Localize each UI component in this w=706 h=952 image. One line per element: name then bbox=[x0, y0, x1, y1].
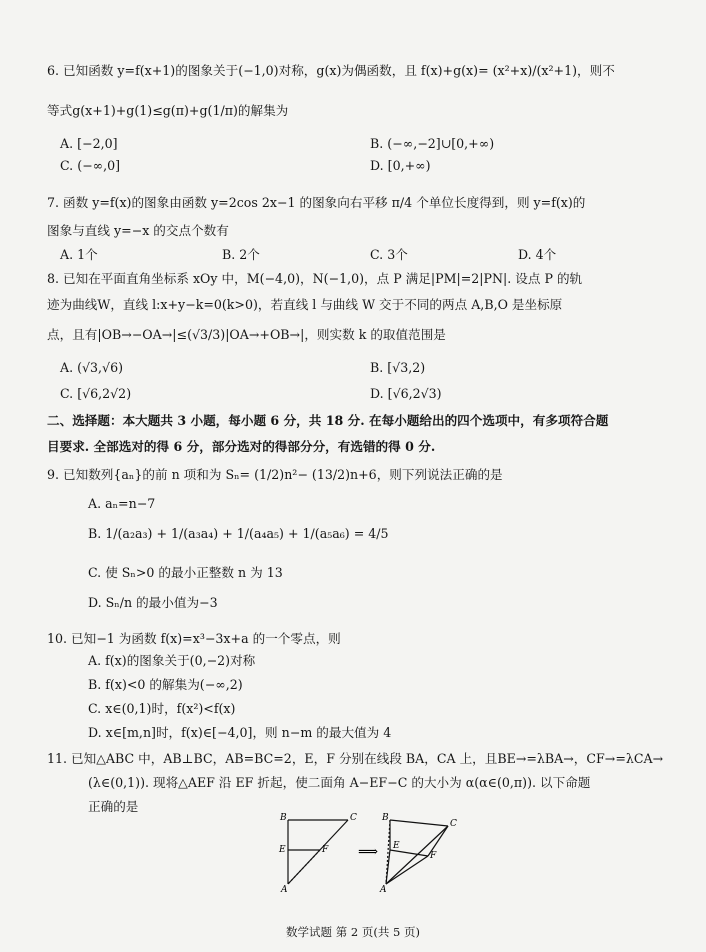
q10-option-d: D. x∈[m,n]时，f(x)∈[−4,0]，则 n−m 的最大值为 4 bbox=[88, 725, 392, 740]
fig-left-label-e: E bbox=[279, 845, 286, 855]
fig-left-label-f: F bbox=[322, 845, 329, 855]
section2-header-line1: 二、选择题：本大题共 3 小题，每小题 6 分，共 18 分. 在每小题给出的四个选项中，有多项符合题 bbox=[47, 413, 609, 428]
triangle-abc-folded bbox=[386, 820, 448, 884]
q9-option-c: C. 使 Sₙ>0 的最小正整数 n 为 13 bbox=[88, 565, 283, 580]
section2-header-line2: 目要求. 全部选对的得 6 分，部分选对的得部分分，有选错的得 0 分. bbox=[47, 439, 436, 454]
q9-stem: 9. 已知数列{aₙ}的前 n 项和为 Sₙ= (1/2)n²− (13/2)n+6，则下列说法正确的是 bbox=[47, 467, 503, 482]
q6-option-d: D. [0,+∞) bbox=[370, 158, 431, 173]
q10-option-b: B. f(x)<0 的解集为(−∞,2) bbox=[88, 677, 243, 692]
q7-option-a: A. 1个 bbox=[60, 247, 98, 262]
q7-stem-line1: 7. 函数 y=f(x)的图象由函数 y=2cos 2x−1 的图象向右平移 π/4 个单位长度得到，则 y=f(x)的 bbox=[47, 195, 586, 210]
q9-option-a: A. aₙ=n−7 bbox=[88, 496, 156, 511]
q6-option-b: B. (−∞,−2]∪[0,+∞) bbox=[370, 136, 495, 151]
q6-option-c: C. (−∞,0] bbox=[60, 158, 121, 173]
q7-stem-line2: 图象与直线 y=−x 的交点个数有 bbox=[47, 223, 229, 238]
triangle-abc-flat bbox=[288, 820, 348, 884]
q6-option-a: A. [−2,0] bbox=[60, 136, 118, 151]
q7-option-c: C. 3个 bbox=[370, 247, 408, 262]
q11-stem-line3: 正确的是 bbox=[88, 799, 139, 814]
q10-option-a: A. f(x)的图象关于(0,−2)对称 bbox=[88, 653, 256, 668]
fig-right-label-f: F bbox=[430, 851, 437, 861]
q10-stem: 10. 已知−1 为函数 f(x)=x³−3x+a 的一个零点，则 bbox=[47, 631, 341, 646]
q6-stem-line2: 等式g(x+1)+g(1)≤g(π)+g(1/π)的解集为 bbox=[47, 103, 289, 118]
q10-option-c: C. x∈(0,1)时，f(x²)<f(x) bbox=[88, 701, 236, 716]
q9-option-d: D. Sₙ/n 的最小值为−3 bbox=[88, 595, 218, 610]
q9-option-b: B. 1/(a₂a₃) + 1/(a₃a₄) + 1/(a₄a₅) + 1/(a₅a₆) = 4/5 bbox=[88, 526, 389, 541]
q8-option-d: D. [√6,2√3) bbox=[370, 386, 442, 401]
page-footer: 数学试题 第 2 页(共 5 页) bbox=[286, 925, 420, 939]
fig-right-label-a: A bbox=[380, 885, 387, 892]
q8-option-c: C. [√6,2√2) bbox=[60, 386, 132, 401]
q7-option-d: D. 4个 bbox=[518, 247, 557, 262]
fig-left-label-c: C bbox=[350, 813, 357, 823]
fig-right-label-c: C bbox=[450, 819, 457, 829]
q7-option-b: B. 2个 bbox=[222, 247, 260, 262]
q8-stem-line3: 点，且有|OB→−OA→|≤(√3/3)|OA→+OB→|，则实数 k 的取值范围是 bbox=[47, 327, 446, 342]
fig-left-label-a: A bbox=[281, 885, 288, 892]
q6-stem-line1: 6. 已知函数 y=f(x+1)的图象关于(−1,0)对称，g(x)为偶函数，且 f(x)+g(x)= (x²+x)/(x²+1)，则不 bbox=[47, 63, 615, 78]
q11-figure bbox=[278, 812, 478, 892]
fig-arrow: ⟹ bbox=[358, 844, 379, 860]
q8-option-a: A. (√3,√6) bbox=[60, 360, 124, 375]
q8-stem-line1: 8. 已知在平面直角坐标系 xOy 中，M(−4,0)，N(−1,0)，点 P 满足|PM|=2|PN|. 设点 P 的轨 bbox=[47, 271, 583, 286]
fig-right-label-b: B bbox=[382, 813, 389, 823]
q11-stem-line2: (λ∈(0,1)). 现将△AEF 沿 EF 折起，使二面角 A−EF−C 的大小为 α(α∈(0,π)). 以下命题 bbox=[88, 775, 591, 790]
fig-left-label-b: B bbox=[280, 813, 287, 823]
fig-right-label-e: E bbox=[393, 841, 400, 851]
q11-stem-line1: 11. 已知△ABC 中，AB⊥BC，AB=BC=2，E，F 分别在线段 BA，CA 上，且BE→=λBA→，CF→=λCA→ bbox=[47, 751, 664, 766]
q8-stem-line2: 迹为曲线W，直线 l:x+y−k=0(k>0)，若直线 l 与曲线 W 交于不同的两点 A,B,O 是坐标原 bbox=[47, 297, 563, 312]
q8-option-b: B. [√3,2) bbox=[370, 360, 426, 375]
